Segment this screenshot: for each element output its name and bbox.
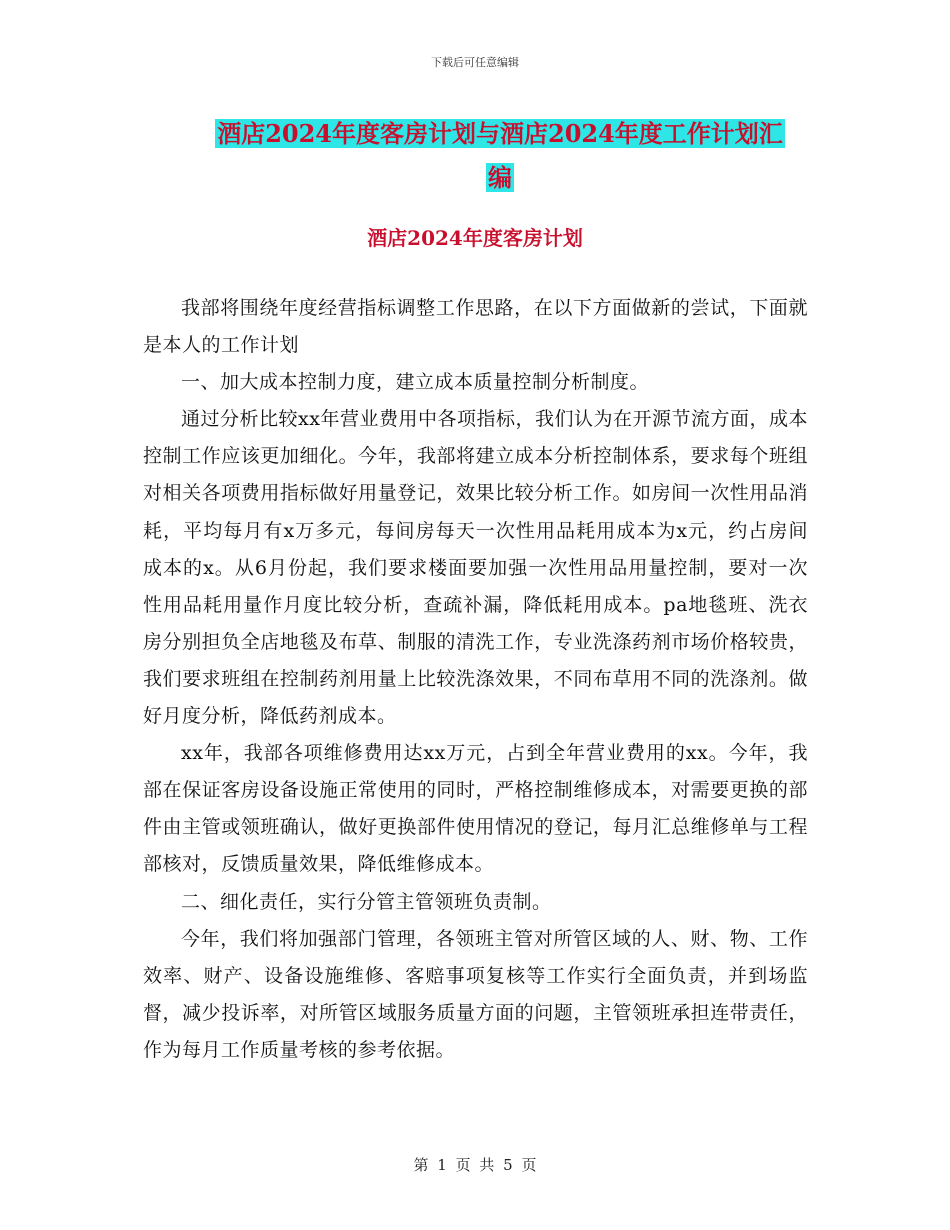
document-title bbox=[190, 112, 810, 200]
body-text bbox=[143, 290, 808, 1069]
document-title-line-1: 酒店2024年度客房计划与酒店2024年度工作计划汇 bbox=[217, 119, 783, 148]
header-note: 下载后可任意编辑 bbox=[431, 56, 519, 69]
paragraph: 二、细化责任，实行分管主管领班负责制。 bbox=[181, 890, 552, 913]
paragraph: 今年，我们将加强部门管理，各领班主管对所管区域的人、财、物、工作效率、财产、设备设施维修、客赔事项复核等工作实行全面负责，并到场监督，减少投诉率，对所管区域服务质量方面的问题，主管领班承担连带责任，作为每月工作质量考核的参考依据。 bbox=[143, 927, 808, 1061]
paragraph: 一、加大成本控制力度，建立成本质量控制分析制度。 bbox=[181, 371, 650, 394]
page-footer: 第 1 页 共 5 页 bbox=[413, 1156, 537, 1174]
paragraph: xx年，我部各项维修费用达xx万元，占到全年营业费用的xx。今年，我部在保证客房设备设施正常使用的同时，严格控制维修成本，对需要更换的部件由主管或领班确认，做好更换部件使用情况的登记，每月汇总维修单与工程部核对，反馈质量效果，降低维修成本。 bbox=[143, 742, 808, 876]
section-title: 酒店2024年度客房计划 bbox=[367, 226, 583, 250]
paragraph: 通过分析比较xx年营业费用中各项指标，我们认为在开源节流方面，成本控制工作应该更加细化。今年，我部将建立成本分析控制体系，要求每个班组对相关各项费用指标做好用量登记，效果比较分析工作。如房间一次性用品消耗，平均每月有x万多元，每间房每天一次性用品耗用成本为x元，约占房间成本的x。从6月份起，我们要求楼面要加强一次性用品用量控制，要对一次性用品耗用量作月度比较分析，查疏补漏，降低耗用成本。pa地毯班、洗衣房分别担负全店地毯及布草、制服的清洗工作，专业洗涤药剂市场价格较贵，我们要求班组在控制药剂用量上比较洗涤效果，不同布草用不同的洗涤剂。做好月度分析，降低药剂成本。 bbox=[143, 408, 808, 728]
document-title-line-2: 编 bbox=[488, 163, 512, 192]
paragraph: 我部将围绕年度经营指标调整工作思路，在以下方面做新的尝试，下面就是本人的工作计划 bbox=[143, 297, 808, 357]
